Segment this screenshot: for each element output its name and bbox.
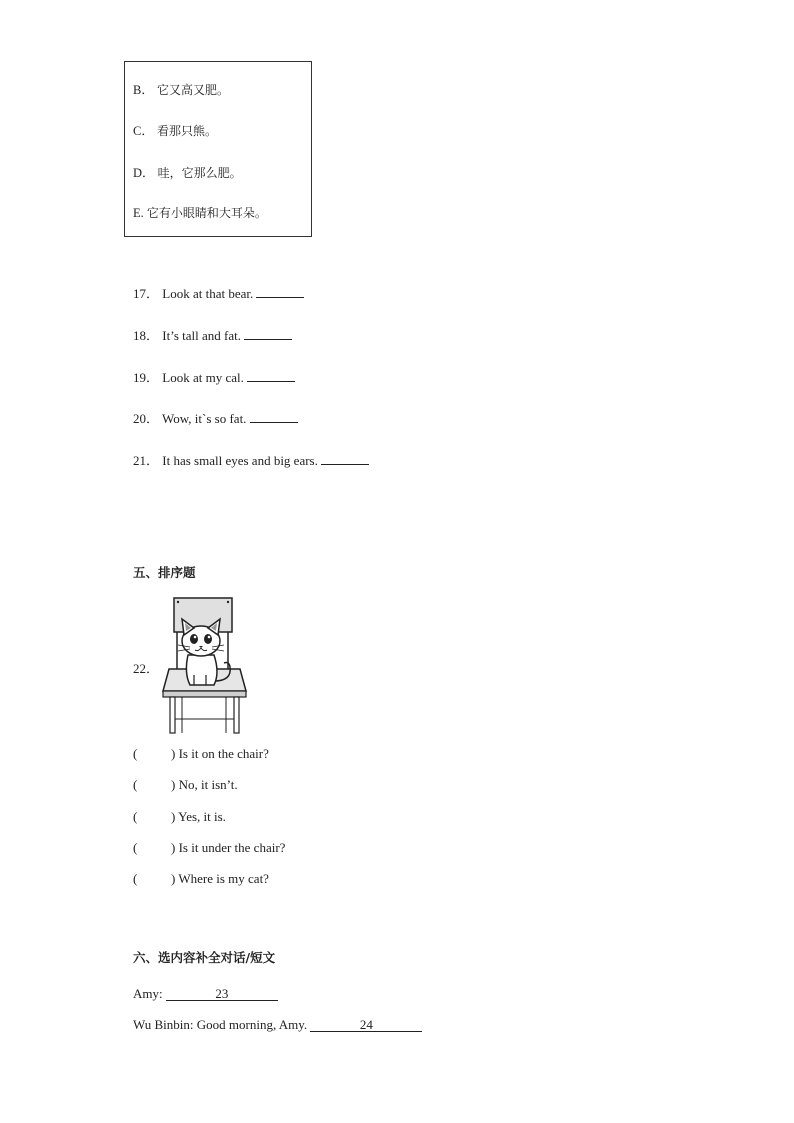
answer-blank[interactable] xyxy=(244,327,292,340)
question-19 xyxy=(133,367,295,386)
speaker: Wu Binbin: xyxy=(133,1017,194,1032)
answer-blank[interactable] xyxy=(247,369,295,382)
line-text: Is it under the chair? xyxy=(178,840,286,855)
line-text: Where is my cat? xyxy=(178,871,269,886)
dialog-blank[interactable] xyxy=(166,988,278,1001)
question-22-number: 22． xyxy=(133,661,160,676)
question-number: 17． xyxy=(133,286,160,301)
dialog-blank[interactable] xyxy=(310,1019,422,1032)
paren-close: ) xyxy=(171,840,176,855)
order-input[interactable] xyxy=(133,840,171,856)
option-text: 它有小眼睛和大耳朵。 xyxy=(146,206,267,220)
line-text: Yes, it is. xyxy=(178,809,226,824)
order-input[interactable] xyxy=(133,871,171,887)
option-letter: D． xyxy=(133,166,155,180)
order-input[interactable] xyxy=(133,777,171,793)
dialog-line xyxy=(133,986,278,1002)
answer-blank[interactable] xyxy=(256,285,304,298)
options-box xyxy=(124,61,312,237)
ordering-line xyxy=(133,871,269,887)
blank-number: 23 xyxy=(215,986,229,1001)
line-text: No, it isn’t. xyxy=(178,777,238,792)
option-b xyxy=(133,80,229,98)
order-input[interactable] xyxy=(133,809,171,825)
option-text: 看那只熊。 xyxy=(156,124,217,138)
question-number: 20． xyxy=(133,411,160,426)
blank-number: 24 xyxy=(359,1017,373,1032)
ordering-line xyxy=(133,746,269,762)
dialog-line xyxy=(133,1017,422,1033)
question-20 xyxy=(133,408,298,427)
cat-on-chair-illustration xyxy=(160,595,250,735)
paren-open: ( xyxy=(133,840,138,855)
paren-close: ) xyxy=(171,746,176,761)
option-letter: C． xyxy=(133,124,154,138)
speaker: Amy: xyxy=(133,986,163,1001)
answer-blank[interactable] xyxy=(250,410,298,423)
option-letter: B． xyxy=(133,83,154,97)
question-21 xyxy=(133,450,369,469)
paren-close: ) xyxy=(171,871,176,886)
question-number: 18． xyxy=(133,328,160,343)
option-text: 它又高又肥。 xyxy=(156,83,229,97)
order-input[interactable] xyxy=(133,746,171,762)
question-text: Wow, it`s so fat. xyxy=(162,411,247,426)
question-18 xyxy=(133,325,292,344)
question-text: It’s tall and fat. xyxy=(162,328,241,343)
question-text: Look at that bear. xyxy=(162,286,254,301)
paren-open: ( xyxy=(133,871,138,886)
section-6-title: 六、选内容补全对话/短文 xyxy=(133,950,276,965)
paren-open: ( xyxy=(133,746,138,761)
question-number: 21． xyxy=(133,453,160,468)
question-17 xyxy=(133,283,304,302)
paren-close: ) xyxy=(171,809,176,824)
question-text: It has small eyes and big ears. xyxy=(162,453,318,468)
paren-open: ( xyxy=(133,777,138,792)
option-e xyxy=(133,204,267,221)
question-number: 19． xyxy=(133,370,160,385)
line-text: Is it on the chair? xyxy=(178,746,269,761)
option-letter: E. xyxy=(133,206,144,220)
ordering-line xyxy=(133,809,226,825)
dialog-text: Good morning, Amy. xyxy=(196,1017,308,1032)
paren-close: ) xyxy=(171,777,176,792)
answer-blank[interactable] xyxy=(321,452,369,465)
section-5-title: 五、排序题 xyxy=(133,565,196,580)
ordering-line xyxy=(133,840,285,856)
paren-open: ( xyxy=(133,809,138,824)
option-d xyxy=(133,163,242,181)
option-text: 哇，它那么肥。 xyxy=(157,166,242,180)
question-text: Look at my cal. xyxy=(162,370,244,385)
ordering-line xyxy=(133,777,238,793)
option-c xyxy=(133,121,217,139)
